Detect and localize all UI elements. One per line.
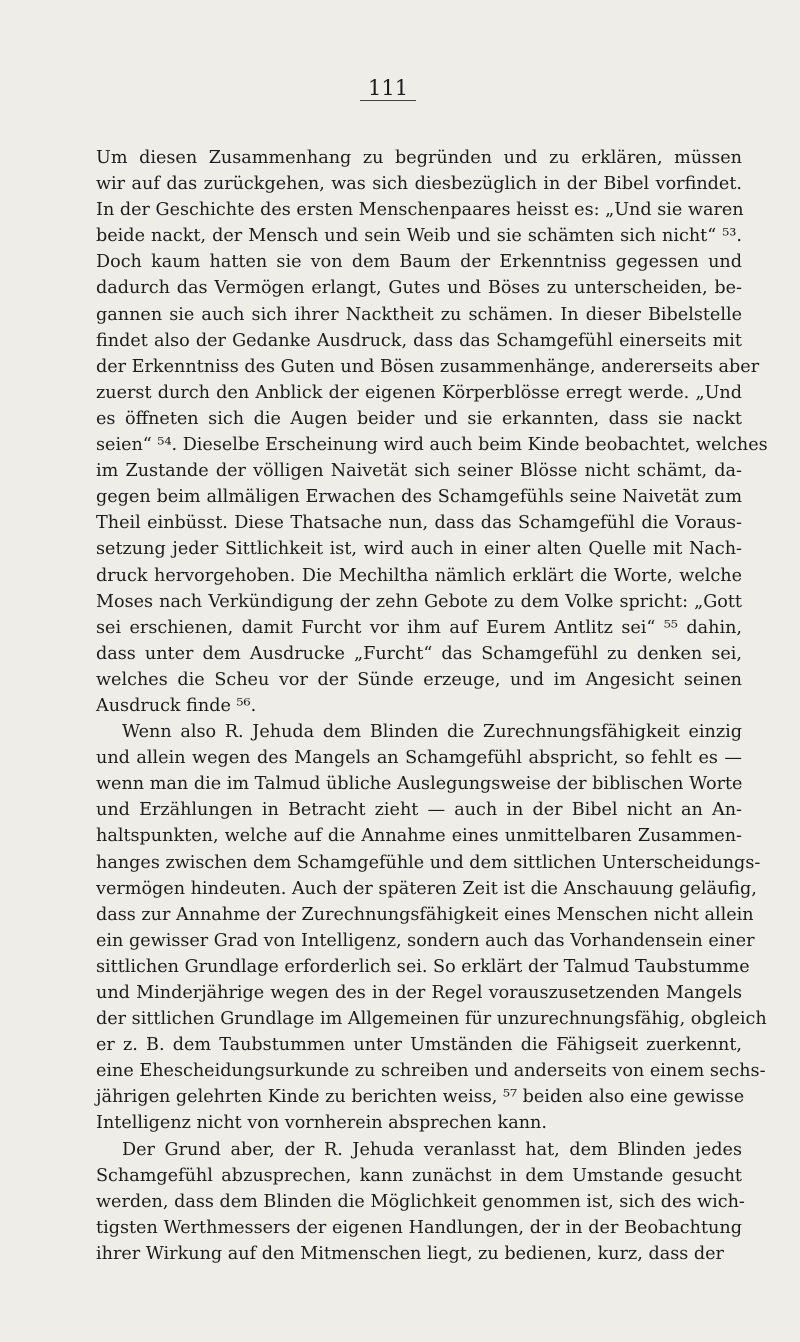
text-line: eine Ehescheidungsurkunde zu schreiben und anderseits von einem sechs- — [96, 1061, 766, 1082]
text-line: findet also der Gedanke Ausdruck, dass das Schamgefühl einerseits mit — [96, 330, 742, 351]
text-line: Doch kaum hatten sie von dem Baum der Erkenntniss gegessen und — [96, 252, 742, 273]
text-line: zuerst durch den Anblick der eigenen Körperblösse erregt werde. „Und — [96, 382, 742, 403]
page-number: 111 — [360, 76, 416, 101]
text-line: und allein wegen des Mangels an Schamgefühl abspricht, so fehlt es — — [96, 748, 742, 769]
text-line: Wenn also R. Jehuda dem Blinden die Zurechnungsfähigkeit einzig — [122, 722, 742, 743]
text-line: beide nackt, der Mensch und sein Weib und sie schämten sich nicht“ ⁵³. — [96, 226, 742, 247]
text-line: im Zustande der völligen Naivetät sich seiner Blösse nicht schämt, da- — [96, 461, 742, 482]
text-line: Ausdruck finde ⁵⁶. — [96, 695, 257, 716]
paragraph — [96, 1137, 745, 1267]
text-line: dadurch das Vermögen erlangt, Gutes und Böses zu unterscheiden, be- — [96, 278, 742, 299]
text-line: Moses nach Verkündigung der zehn Gebote zu dem Volke spricht: „Gott — [96, 591, 742, 612]
text-line: ihrer Wirkung auf den Mitmenschen liegt, zu bedienen, kurz, dass der — [96, 1243, 724, 1264]
text-line: Intelligenz nicht von vornherein absprechen kann. — [96, 1113, 547, 1134]
text-line: welches die Scheu vor der Sünde erzeuge, und im Angesicht seinen — [96, 669, 742, 690]
text-line: der sittlichen Grundlage im Allgemeinen für unzurechnungsfähig, obgleich — [96, 1009, 767, 1030]
text-line: vermögen hindeuten. Auch der späteren Zeit ist die Anschauung geläufig, — [96, 878, 757, 899]
text-line: und Minderjährige wegen des in der Regel vorauszusetzenden Mangels — [96, 983, 742, 1003]
text-line: es öffneten sich die Augen beider und sie erkannten, dass sie nackt — [96, 408, 742, 429]
paragraph — [96, 719, 767, 1137]
text-line: er z. B. dem Taubstummen unter Umständen die Fähigseit zuerkennt, — [96, 1035, 742, 1056]
text-line: druck hervorgehoben. Die Mechiltha nämlich erklärt die Worte, welche — [96, 565, 742, 586]
text-line: dass unter dem Ausdrucke „Furcht“ das Schamgefühl zu denken sei, — [96, 643, 742, 664]
text-line: wenn man die im Talmud übliche Auslegungsweise der biblischen Worte — [96, 774, 743, 795]
text-line: werden, dass dem Blinden die Möglichkeit genommen ist, sich des wich- — [96, 1191, 745, 1212]
text-line: sei erschienen, damit Furcht vor ihm auf Eurem Antlitz sei“ ⁵⁵ dahin, — [96, 617, 742, 638]
text-line: Der Grund aber, der R. Jehuda veranlasst hat, dem Blinden jedes — [122, 1139, 742, 1160]
text-line: hanges zwischen dem Schamgefühle und dem sittlichen Unterscheidungs- — [96, 852, 761, 873]
text-line: ein gewisser Grad von Intelligenz, sondern auch das Vorhandensein einer — [96, 930, 755, 951]
text-line: seien“ ⁵⁴. Dieselbe Erscheinung wird auch beim Kinde beobachtet, welches — [96, 435, 768, 456]
text-line: In der Geschichte des ersten Menschenpaares heisst es: „Und sie waren — [96, 200, 744, 221]
text-line: Um diesen Zusammenhang zu begründen und zu erklären, müssen — [96, 148, 742, 168]
text-line: Schamgefühl abzusprechen, kann zunächst in dem Umstande gesucht — [96, 1165, 742, 1186]
text-line: und Erzählungen in Betracht zieht — auch in der Bibel nicht an An- — [96, 800, 742, 821]
text-line: haltspunkten, welche auf die Annahme eines unmittelbaren Zusammen- — [96, 826, 742, 847]
text-line: der Erkenntniss des Guten und Bösen zusammenhänge, andererseits aber — [96, 356, 760, 377]
text-line: gegen beim allmäligen Erwachen des Schamgefühls seine Naivetät zum — [96, 487, 742, 508]
text-line: gannen sie auch sich ihrer Nacktheit zu schämen. In dieser Bibelstelle — [96, 304, 742, 325]
text-line: jährigen gelehrten Kinde zu berichten weiss, ⁵⁷ beiden also eine gewisse — [96, 1087, 745, 1108]
text-line: Theil einbüsst. Diese Thatsache nun, dass das Schamgefühl die Voraus- — [96, 513, 742, 534]
text-line: tigsten Werthmessers der eigenen Handlungen, der in der Beobachtung — [96, 1217, 742, 1238]
text-line: sittlichen Grundlage erforderlich sei. So erklärt der Talmud Taubstumme — [96, 956, 750, 977]
text-line: wir auf das zurückgehen, was sich diesbezüglich in der Bibel vorfindet. — [96, 174, 742, 195]
text-line: dass zur Annahme der Zurechnungsfähigkeit eines Menschen nicht allein — [96, 904, 754, 925]
body-text — [96, 145, 768, 1267]
paragraph — [96, 145, 768, 719]
text-line: setzung jeder Sittlichkeit ist, wird auch in einer alten Quelle mit Nach- — [96, 539, 742, 560]
